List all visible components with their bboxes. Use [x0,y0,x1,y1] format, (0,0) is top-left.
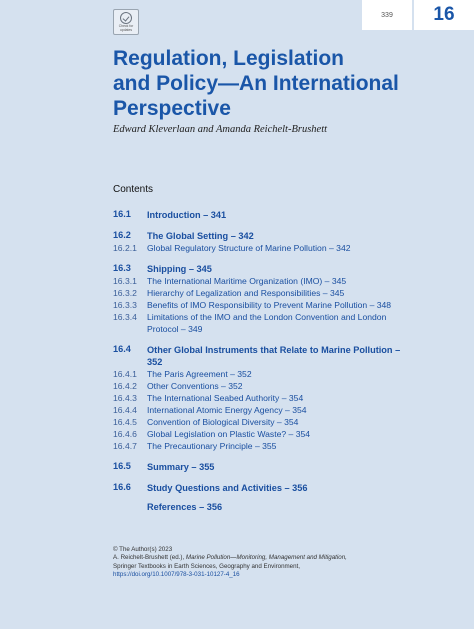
title-line: Regulation, Legislation [113,47,345,70]
toc-entry-number: 16.4.5 [113,417,137,427]
authors: Edward Kleverlaan and Amanda Reichelt-Brushett [113,124,328,135]
toc-entry-number: 16.4.4 [113,405,137,415]
toc-entry[interactable] [113,368,403,380]
footer [113,546,413,580]
citation [113,554,413,562]
toc-entry[interactable] [113,404,403,416]
toc-entry[interactable] [113,344,403,368]
toc-entry[interactable] [113,230,403,242]
toc-entry-title: The Paris Agreement – 352 [147,369,252,379]
toc-entry-title: Global Regulatory Structure of Marine Pollution – 342 [147,243,351,253]
toc-entry-title: The Precautionary Principle – 355 [147,441,277,451]
toc-entry-title: Summary – 355 [147,462,215,472]
toc-entry-title: References – 356 [147,502,223,512]
chapter-number-box [414,0,474,30]
toc-entry[interactable] [113,392,403,404]
toc-entry-title: Other Conventions – 352 [147,381,243,391]
title-line: and Policy—An International [113,72,399,95]
toc-entry-number: 16.1 [113,209,131,219]
toc-entry-number: 16.3.2 [113,288,137,298]
toc-entry-title: The International Maritime Organization (IMO) – 345 [147,276,347,286]
toc-entry-number: 16.3.1 [113,276,137,286]
toc-entry-number: 16.4.6 [113,429,137,439]
toc-entry-title: Limitations of the IMO and the London Convention and London Protocol – 349 [147,312,387,334]
toc-entry[interactable] [113,482,403,494]
toc-entry[interactable] [113,275,403,287]
citation-title: Marine Pollution—Monitoring, Management and Mitigation, [185,554,347,562]
toc-entry-title: International Atomic Energy Agency – 354 [147,405,307,415]
toc-entry-number [113,501,147,513]
toc-entry-number: 16.4.1 [113,369,137,379]
title-line: Perspective [113,97,231,120]
check-badge-text: Check for updates [118,24,134,32]
page-number: 339 [381,11,393,19]
toc-entry-title: Convention of Biological Diversity – 354 [147,417,299,427]
table-of-contents [113,209,403,513]
toc-entry-title: Benefits of IMO Responsibility to Prevent Marine Pollution – 348 [147,300,392,310]
toc-entry[interactable] [113,461,403,473]
toc-entry-title: Hierarchy of Legalization and Responsibilities – 345 [147,288,345,298]
toc-entry[interactable] [113,263,403,275]
toc-entry-title: Shipping – 345 [147,264,212,274]
toc-entry-number: 16.4.3 [113,393,137,403]
toc-entry[interactable] [113,311,403,335]
toc-entry-title: Introduction – 341 [147,210,227,220]
toc-entry[interactable] [113,299,403,311]
series: Springer Textbooks in Earth Sciences, Geography and Environment, [113,562,300,570]
toc-entry[interactable] [113,428,403,440]
toc-entry-number: 16.2 [113,230,131,240]
toc-entry-number: 16.3 [113,263,131,273]
chapter-title [113,46,453,121]
toc-entry-title: Global Legislation on Plastic Waste? – 354 [147,429,311,439]
check-icon [120,12,132,24]
toc-entry-title: The Global Setting – 342 [147,231,254,241]
toc-entry[interactable] [113,242,403,254]
toc-entry-number: 16.5 [113,461,131,471]
toc-entry-number: 16.3.4 [113,312,137,322]
toc-entry-title: The International Seabed Authority – 354 [147,393,304,403]
doi-link[interactable]: https://doi.org/10.1007/978-3-031-10127-4_16 [113,571,240,579]
toc-entry[interactable] [113,501,403,513]
toc-entry-number: 16.4.7 [113,441,137,451]
toc-entry[interactable] [113,440,403,452]
toc-entry-number: 16.3.3 [113,300,137,310]
toc-entry-number: 16.6 [113,482,131,492]
citation-prefix: A. Reichelt-Brushett (ed.), [113,554,185,562]
chapter-number: 16 [433,4,455,25]
toc-entry-title: Study Questions and Activities – 356 [147,483,308,493]
copyright: © The Author(s) 2023 [113,546,173,553]
toc-entry-number: 16.4 [113,344,131,354]
toc-entry-number: 16.2.1 [113,243,137,253]
page-number-box [362,0,412,30]
toc-entry-number: 16.4.2 [113,381,137,391]
toc-entry[interactable] [113,416,403,428]
toc-entry[interactable] [113,380,403,392]
check-for-updates-badge[interactable] [113,9,139,35]
toc-entry[interactable] [113,287,403,299]
toc-entry-title: Other Global Instruments that Relate to Marine Pollution – 352 [147,345,401,367]
toc-entry[interactable] [113,209,403,221]
contents-heading: Contents [113,184,154,195]
